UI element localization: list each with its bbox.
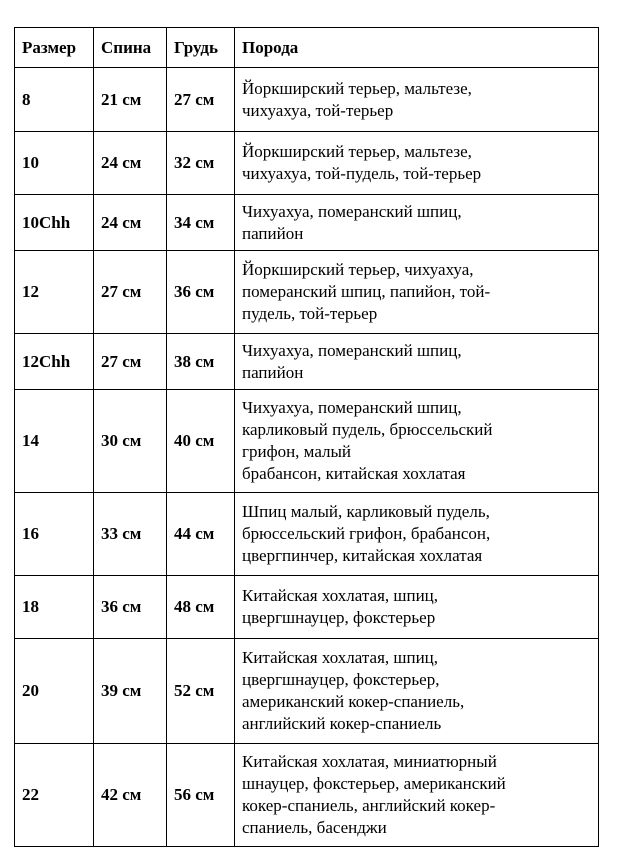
cell-back: 24 см — [94, 132, 167, 195]
cell-breed — [235, 251, 599, 334]
cell-back: 24 см — [94, 195, 167, 251]
breed-line: Йоркширский терьер, мальтезе, — [242, 78, 472, 98]
table-header-row — [15, 28, 599, 68]
cell-breed — [235, 132, 599, 195]
breed-line: шнауцер, фокстерьер, американский — [242, 774, 506, 793]
breed-line: кокер-спаниель, английский кокер- — [242, 796, 496, 815]
breed-line: Чихуахуа, померанский шпиц, — [242, 201, 462, 221]
cell-breed — [235, 195, 599, 251]
header-size: Размер — [15, 28, 94, 68]
breed-line: Чихуахуа, померанский шпиц, — [242, 398, 462, 417]
breed-line: грифон, малый — [242, 442, 352, 461]
table-row — [15, 639, 599, 744]
cell-chest: 34 см — [167, 195, 235, 251]
breed-line: Китайская хохлатая, миниатюрный — [242, 752, 497, 771]
breed-line: спаниель, басенджи — [242, 818, 387, 837]
breed-line: чихуахуа, той-терьер — [242, 100, 394, 120]
cell-size: 16 — [15, 493, 94, 576]
cell-breed — [235, 334, 599, 390]
breed-line: брюссельский грифон, брабансон, — [242, 524, 491, 543]
cell-size: 20 — [15, 639, 94, 744]
cell-back: 42 см — [94, 744, 167, 847]
cell-size: 14 — [15, 390, 94, 493]
breed-line: Китайская хохлатая, шпиц, — [242, 648, 439, 667]
cell-size: 8 — [15, 68, 94, 132]
cell-back: 27 см — [94, 334, 167, 390]
table-row — [15, 251, 599, 334]
cell-chest: 52 см — [167, 639, 235, 744]
breed-line: брабансон, китайская хохлатая — [242, 464, 466, 483]
cell-size: 10Chh — [15, 195, 94, 251]
breed-line: Йоркширский терьер, мальтезе, — [242, 142, 472, 161]
cell-breed — [235, 68, 599, 132]
breed-line: американский кокер-спаниель, — [242, 692, 465, 711]
cell-breed — [235, 576, 599, 639]
cell-chest: 38 см — [167, 334, 235, 390]
cell-back: 30 см — [94, 390, 167, 493]
table-body — [15, 68, 599, 847]
cell-chest: 44 см — [167, 493, 235, 576]
breed-line: английский кокер-спаниель — [242, 714, 442, 733]
header-chest: Грудь — [167, 28, 235, 68]
breed-line: померанский шпиц, папийон, той- — [242, 282, 491, 301]
cell-back: 36 см — [94, 576, 167, 639]
cell-chest: 27 см — [167, 68, 235, 132]
cell-breed — [235, 493, 599, 576]
breed-line: Китайская хохлатая, шпиц, — [242, 586, 439, 605]
table-row — [15, 68, 599, 132]
table-row — [15, 493, 599, 576]
breed-line: чихуахуа, той-пудель, той-терьер — [242, 164, 482, 183]
cell-size: 22 — [15, 744, 94, 847]
cell-breed — [235, 639, 599, 744]
cell-back: 21 см — [94, 68, 167, 132]
cell-chest: 32 см — [167, 132, 235, 195]
table-row — [15, 132, 599, 195]
cell-back: 27 см — [94, 251, 167, 334]
size-table — [14, 27, 599, 847]
cell-chest: 36 см — [167, 251, 235, 334]
breed-line: пудель, той-терьер — [242, 304, 378, 323]
breed-line: папийон — [242, 362, 304, 382]
cell-chest: 48 см — [167, 576, 235, 639]
breed-line: цвергшнауцер, фокстерьер — [242, 608, 436, 627]
cell-size: 10 — [15, 132, 94, 195]
breed-line: Йоркширский терьер, чихуахуа, — [242, 260, 474, 279]
breed-line: карликовый пудель, брюссельский — [242, 420, 493, 439]
table-row — [15, 334, 599, 390]
breed-line: цвергпинчер, китайская хохлатая — [242, 546, 483, 565]
cell-size: 12 — [15, 251, 94, 334]
table-row — [15, 390, 599, 493]
breed-line: Чихуахуа, померанский шпиц, — [242, 340, 462, 360]
header-breed: Порода — [235, 28, 599, 68]
table-row — [15, 195, 599, 251]
table-row — [15, 576, 599, 639]
header-back: Спина — [94, 28, 167, 68]
cell-back: 33 см — [94, 493, 167, 576]
cell-chest: 40 см — [167, 390, 235, 493]
cell-size: 18 — [15, 576, 94, 639]
cell-back: 39 см — [94, 639, 167, 744]
breed-line: Шпиц малый, карликовый пудель, — [242, 502, 490, 521]
breed-line: папийон — [242, 223, 304, 243]
cell-breed — [235, 744, 599, 847]
table-row — [15, 744, 599, 847]
cell-size: 12Chh — [15, 334, 94, 390]
cell-chest: 56 см — [167, 744, 235, 847]
cell-breed — [235, 390, 599, 493]
breed-line: цвергшнауцер, фокстерьер, — [242, 670, 440, 689]
